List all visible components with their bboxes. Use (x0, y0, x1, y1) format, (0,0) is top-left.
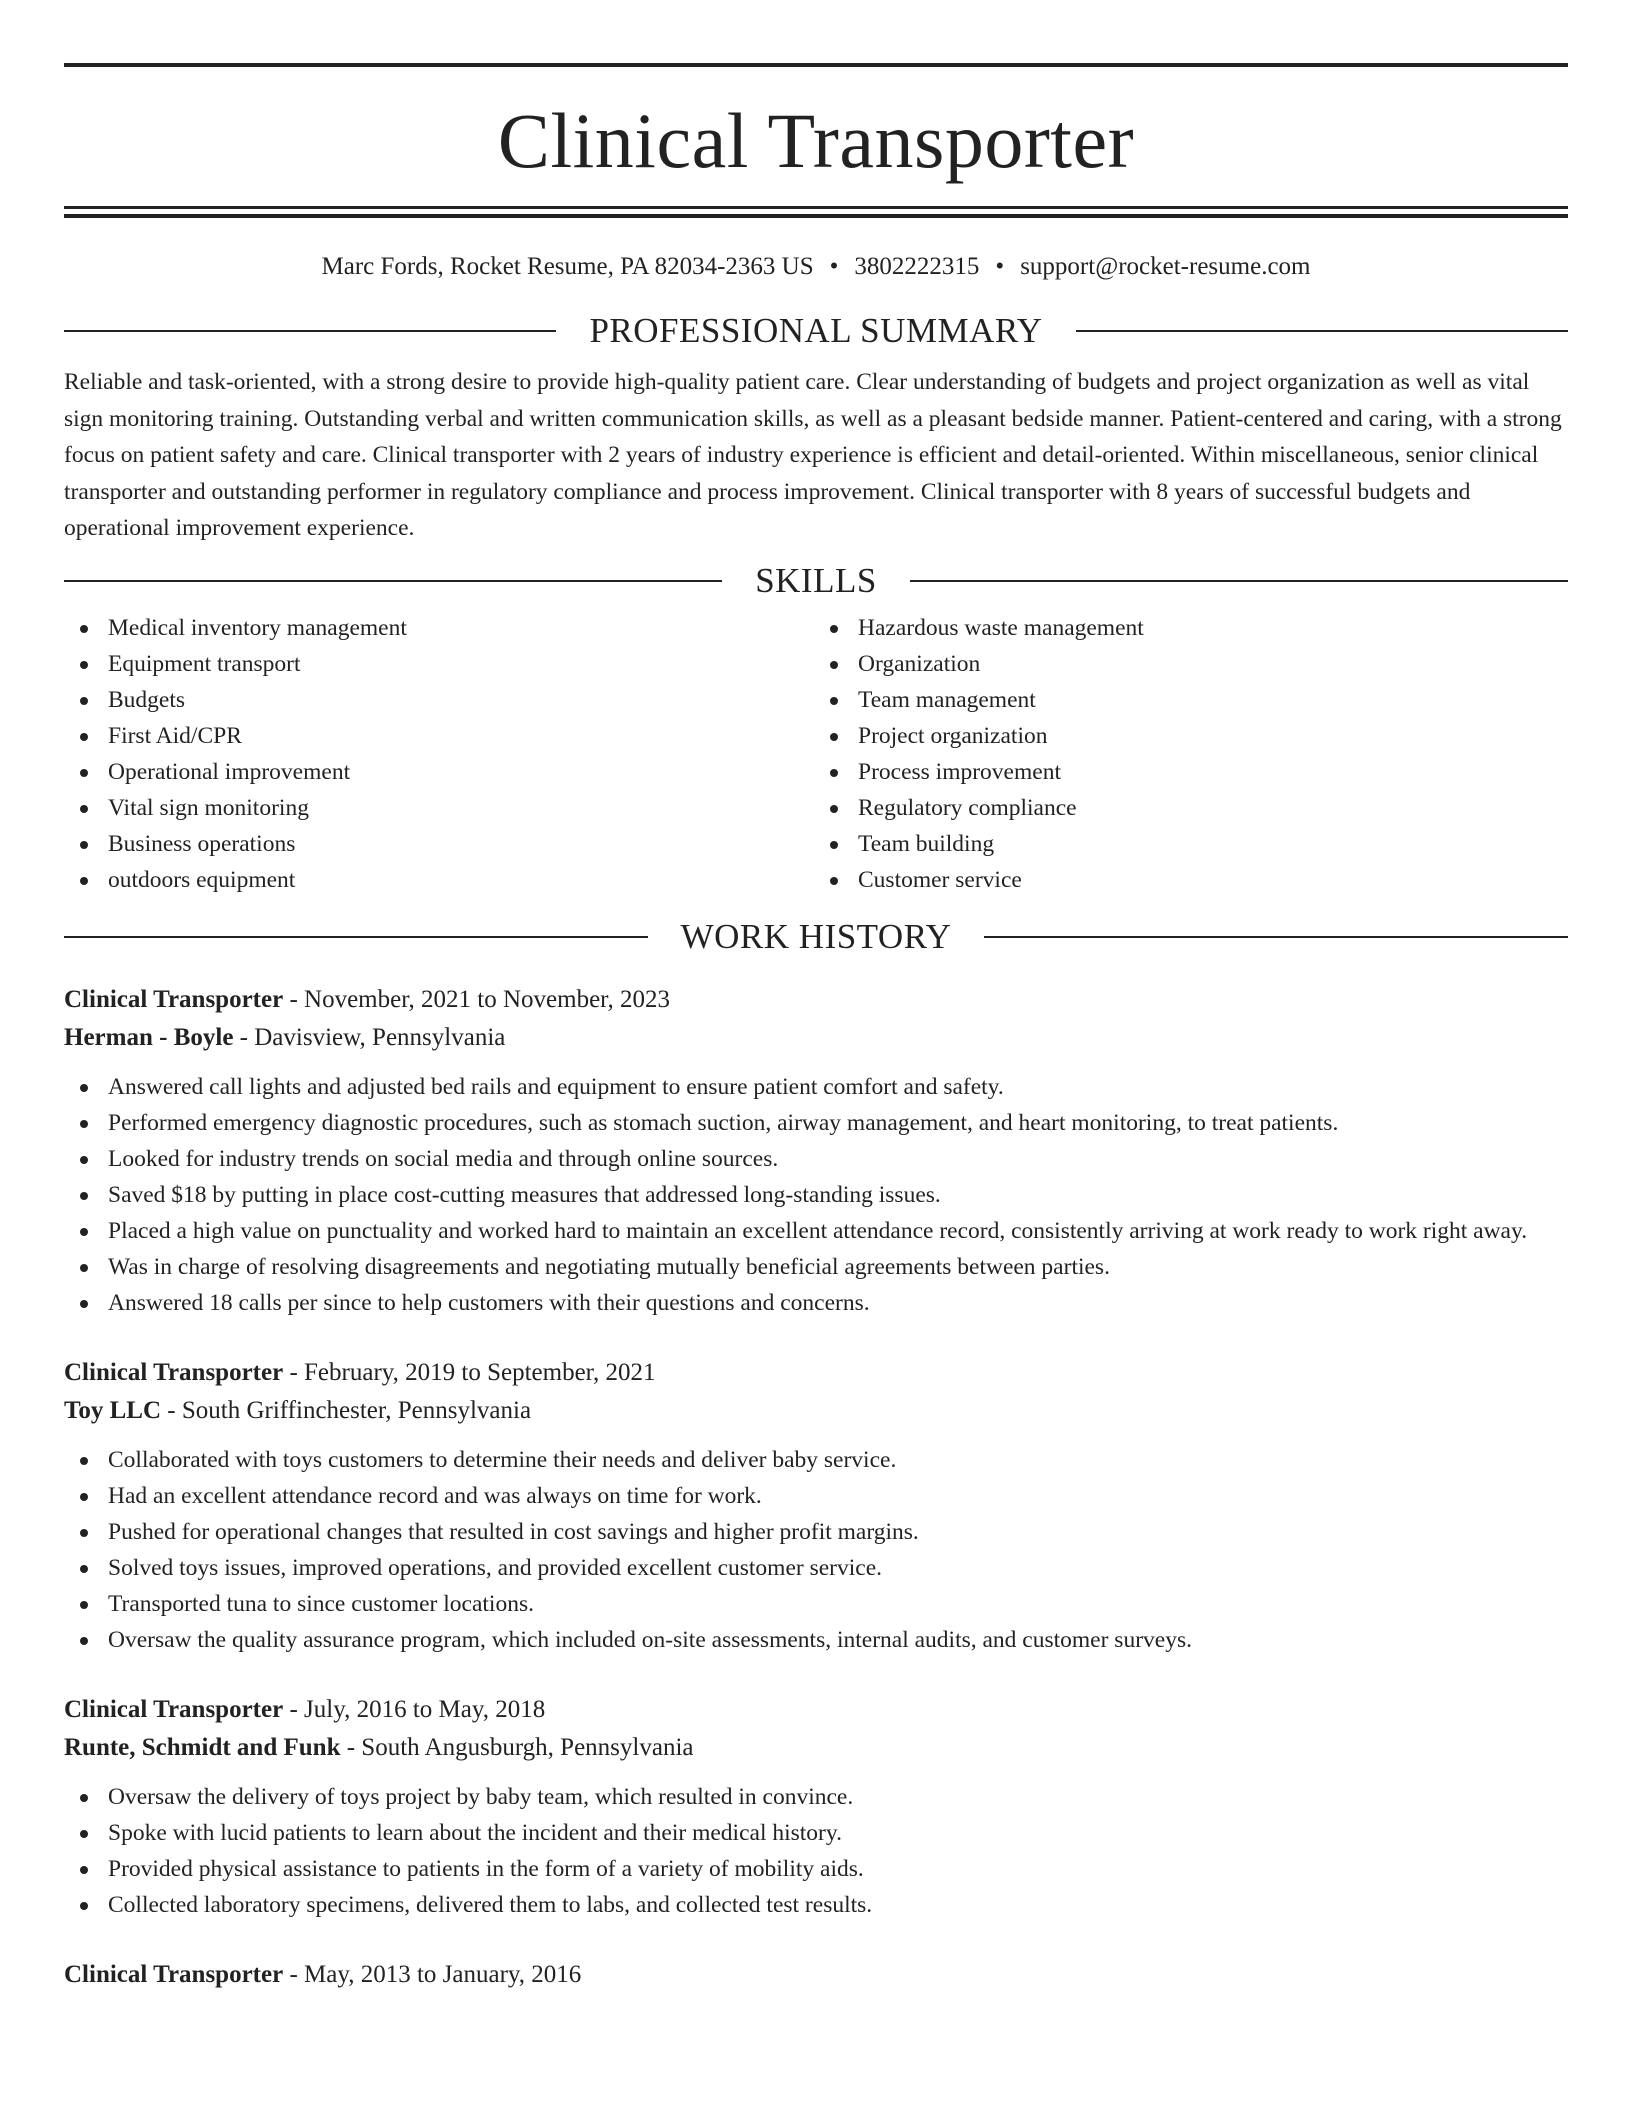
job-title: Clinical Transporter (64, 1358, 284, 1386)
skill-item: Project organization (814, 718, 1566, 754)
heading-rule (1076, 330, 1568, 332)
job-bullet: Provided physical assistance to patients in the form of a variety of mobility aids. (64, 1851, 1568, 1887)
skill-item: Hazardous waste management (814, 610, 1566, 646)
job-bullets (64, 1069, 1568, 1321)
job-bullet: Placed a high value on punctuality and worked hard to maintain an excellent attendance record, consistently arriving at work ready to work right away. (64, 1213, 1568, 1249)
heading-rule (64, 330, 556, 332)
title-double-rule (64, 206, 1568, 218)
job-dates: - November, 2021 to November, 2023 (283, 985, 671, 1013)
job-entry (64, 981, 1568, 1321)
skill-item: Team building (814, 826, 1566, 862)
job-bullet: Collected laboratory specimens, delivered them to labs, and collected test results. (64, 1887, 1568, 1923)
job-bullet: Had an excellent attendance record and was always on time for work. (64, 1478, 1568, 1514)
job-bullet: Saved $18 by putting in place cost-cutting measures that addressed long-standing issues. (64, 1177, 1568, 1213)
job-dates: - May, 2013 to January, 2016 (283, 1960, 582, 1988)
contact-phone: 3802222315 (854, 253, 980, 280)
job-bullet: Pushed for operational changes that resulted in cost savings and higher profit margins. (64, 1514, 1568, 1550)
skills-heading (64, 561, 1568, 601)
job-bullets (64, 1779, 1568, 1923)
skills-list (64, 610, 1568, 898)
job-title-line (64, 1956, 1568, 1994)
contact-email: support@rocket-resume.com (1020, 253, 1311, 280)
resume-title: Clinical Transporter (497, 97, 1135, 184)
contact-separator: • (829, 253, 839, 280)
job-company: Herman - Boyle (64, 1023, 234, 1051)
job-bullet: Oversaw the quality assurance program, which included on-site assessments, internal audits, and customer surveys. (64, 1622, 1568, 1658)
skill-item: First Aid/CPR (64, 718, 816, 754)
job-title-line (64, 1354, 1568, 1392)
summary-heading-label: PROFESSIONAL SUMMARY (589, 311, 1043, 350)
skills-column-left (64, 610, 816, 898)
job-title-line (64, 981, 1568, 1019)
job-bullet: Answered call lights and adjusted bed rails and equipment to ensure patient comfort and safety. (64, 1069, 1568, 1105)
skills-heading-label: SKILLS (755, 560, 877, 600)
skills-column-right (814, 610, 1566, 898)
job-company-line (64, 1392, 1568, 1430)
heading-rule (910, 580, 1568, 582)
skill-item: Business operations (64, 826, 816, 862)
job-title: Clinical Transporter (64, 1960, 284, 1988)
job-location: - South Griffinchester, Pennsylvania (161, 1396, 532, 1424)
job-bullet: Performed emergency diagnostic procedures, such as stomach suction, airway management, and heart monitoring, to treat patients. (64, 1105, 1568, 1141)
job-bullet: Transported tuna to since customer locations. (64, 1586, 1568, 1622)
skill-item: Process improvement (814, 754, 1566, 790)
skill-item: Vital sign monitoring (64, 790, 816, 826)
work-heading-label: WORK HISTORY (680, 916, 952, 956)
top-rule (64, 63, 1568, 67)
job-title: Clinical Transporter (64, 985, 284, 1013)
job-bullet: Collaborated with toys customers to determine their needs and deliver baby service. (64, 1442, 1568, 1478)
skill-item: Customer service (814, 862, 1566, 898)
skill-item: Medical inventory management (64, 610, 816, 646)
job-bullet: Solved toys issues, improved operations, and provided excellent customer service. (64, 1550, 1568, 1586)
skill-item: Organization (814, 646, 1566, 682)
job-dates: - February, 2019 to September, 2021 (283, 1358, 656, 1386)
summary-text: Reliable and task-oriented, with a strong desire to provide high-quality patient care. Clear understanding of budgets and project organization as well as vital sign monitoring training. Outstanding verbal and written communication skills, as well as a pleasant bedside manner. Patient-centered and caring, with a strong focus on patient safety and care. Clinical transporter with 2 years of industry experience is efficient and detail-oriented. Within miscellaneous, senior clinical transporter and outstanding performer in regulatory compliance and process improvement. Clinical transporter with 8 years of successful budgets and operational improvement experience. (64, 369, 1562, 541)
contact-address: Marc Fords, Rocket Resume, PA 82034-2363 US (321, 253, 814, 280)
job-bullet: Answered 18 calls per since to help customers with their questions and concerns. (64, 1285, 1568, 1321)
job-entry (64, 1691, 1568, 1923)
job-location: - Davisview, Pennsylvania (233, 1023, 506, 1051)
job-company: Runte, Schmidt and Funk (64, 1733, 341, 1761)
skill-item: Team management (814, 682, 1566, 718)
job-bullet: Was in charge of resolving disagreements and negotiating mutually beneficial agreements between parties. (64, 1249, 1568, 1285)
skill-item: Equipment transport (64, 646, 816, 682)
skill-item: Regulatory compliance (814, 790, 1566, 826)
job-bullet: Spoke with lucid patients to learn about the incident and their medical history. (64, 1815, 1568, 1851)
contact-line (64, 252, 1568, 282)
heading-rule (64, 936, 648, 938)
skill-item: outdoors equipment (64, 862, 816, 898)
skill-item: Budgets (64, 682, 816, 718)
job-bullets (64, 1442, 1568, 1658)
heading-rule (64, 580, 722, 582)
summary-heading (64, 311, 1568, 351)
job-title-line (64, 1691, 1568, 1729)
job-bullet: Looked for industry trends on social media and through online sources. (64, 1141, 1568, 1177)
contact-separator: • (995, 253, 1005, 280)
resume-page (64, 63, 1568, 1994)
job-company-line (64, 1729, 1568, 1767)
job-title: Clinical Transporter (64, 1695, 284, 1723)
job-entry (64, 1956, 1568, 1994)
heading-rule (984, 936, 1568, 938)
job-bullet: Oversaw the delivery of toys project by baby team, which resulted in convince. (64, 1779, 1568, 1815)
job-company: Toy LLC (64, 1396, 162, 1424)
job-dates: - July, 2016 to May, 2018 (283, 1695, 546, 1723)
skill-item: Operational improvement (64, 754, 816, 790)
work-heading (64, 917, 1568, 957)
job-entry (64, 1354, 1568, 1658)
job-location: - South Angusburgh, Pennsylvania (340, 1733, 694, 1761)
job-company-line (64, 1019, 1568, 1057)
